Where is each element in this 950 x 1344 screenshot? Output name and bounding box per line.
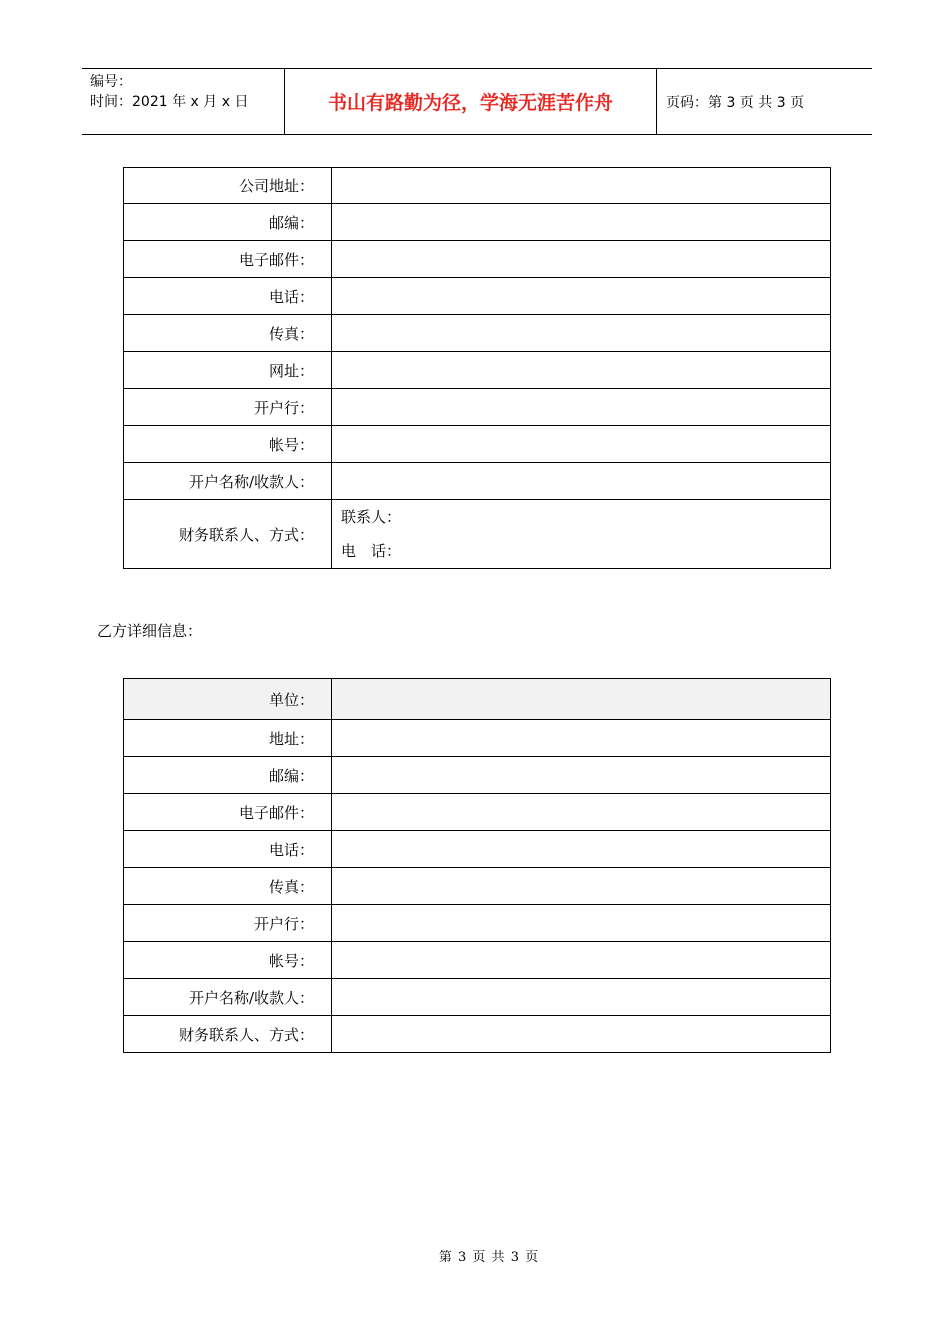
field-label: 单位：: [124, 679, 332, 720]
company-address-field[interactable]: [332, 168, 831, 204]
account-field[interactable]: [332, 426, 831, 463]
postcode-field[interactable]: [332, 204, 831, 241]
table-row: [124, 241, 831, 278]
party-a-table: [123, 167, 831, 569]
field-label: 地址：: [124, 720, 332, 757]
field-label: 电子邮件：: [124, 794, 332, 831]
table-row: [124, 352, 831, 389]
field-label: 开户名称/收款人：: [124, 463, 332, 500]
table-row: [124, 794, 831, 831]
table-row: [124, 831, 831, 868]
payee-field[interactable]: [332, 979, 831, 1016]
field-label: 电子邮件：: [124, 241, 332, 278]
table-row: [124, 942, 831, 979]
field-label: 开户名称/收款人：: [124, 979, 332, 1016]
table-row: [124, 905, 831, 942]
finance-contact-field[interactable]: [332, 500, 831, 569]
table-row: [124, 426, 831, 463]
field-label: 财务联系人、方式：: [124, 500, 332, 569]
field-label: 邮编：: [124, 204, 332, 241]
header-motto: 书山有路勤为径，学海无涯苦作舟: [284, 69, 657, 134]
contact-person-label: 联系人：: [341, 508, 402, 526]
table-row: [124, 757, 831, 794]
field-label: 开户行：: [124, 389, 332, 426]
table-row: [124, 204, 831, 241]
email-field[interactable]: [332, 241, 831, 278]
field-label: 公司地址：: [124, 168, 332, 204]
field-label: 开户行：: [124, 905, 332, 942]
field-label: 传真：: [124, 315, 332, 352]
bank-field[interactable]: [332, 389, 831, 426]
field-label: 传真：: [124, 868, 332, 905]
table-row: [124, 679, 831, 720]
account-field[interactable]: [332, 942, 831, 979]
table-row: [124, 500, 831, 569]
address-field[interactable]: [332, 720, 831, 757]
table-row: [124, 1016, 831, 1053]
postcode-field[interactable]: [332, 757, 831, 794]
time-label: 时间：2021 年 x 月 x 日: [90, 94, 249, 110]
field-label: 财务联系人、方式：: [124, 1016, 332, 1053]
header-page-label: 页码：第 3 页 共 3 页: [666, 94, 805, 111]
party-b-table: [123, 678, 831, 1053]
fax-field[interactable]: [332, 315, 831, 352]
payee-field[interactable]: [332, 463, 831, 500]
table-row: [124, 868, 831, 905]
field-label: 邮编：: [124, 757, 332, 794]
field-label: 电话：: [124, 278, 332, 315]
table-row: [124, 389, 831, 426]
bank-field[interactable]: [332, 905, 831, 942]
field-label: 电话：: [124, 831, 332, 868]
finance-contact-field[interactable]: [332, 1016, 831, 1053]
table-row: [124, 463, 831, 500]
page-header: [82, 68, 872, 135]
table-row: [124, 168, 831, 204]
page-footer: 第 3 页 共 3 页: [438, 1250, 540, 1265]
website-field[interactable]: [332, 352, 831, 389]
table-row: [124, 720, 831, 757]
table-row: [124, 278, 831, 315]
phone-field[interactable]: [332, 831, 831, 868]
field-label: 帐号：: [124, 426, 332, 463]
party-b-section-title: 乙方详细信息：: [97, 622, 203, 640]
header-meta: [82, 69, 284, 134]
contact-phone-label: 电 话：: [341, 542, 402, 560]
field-label: 网址：: [124, 352, 332, 389]
phone-field[interactable]: [332, 278, 831, 315]
email-field[interactable]: [332, 794, 831, 831]
company-field[interactable]: [332, 679, 831, 720]
table-row: [124, 315, 831, 352]
serial-label: 编号：: [90, 74, 132, 90]
fax-field[interactable]: [332, 868, 831, 905]
table-row: [124, 979, 831, 1016]
field-label: 帐号：: [124, 942, 332, 979]
